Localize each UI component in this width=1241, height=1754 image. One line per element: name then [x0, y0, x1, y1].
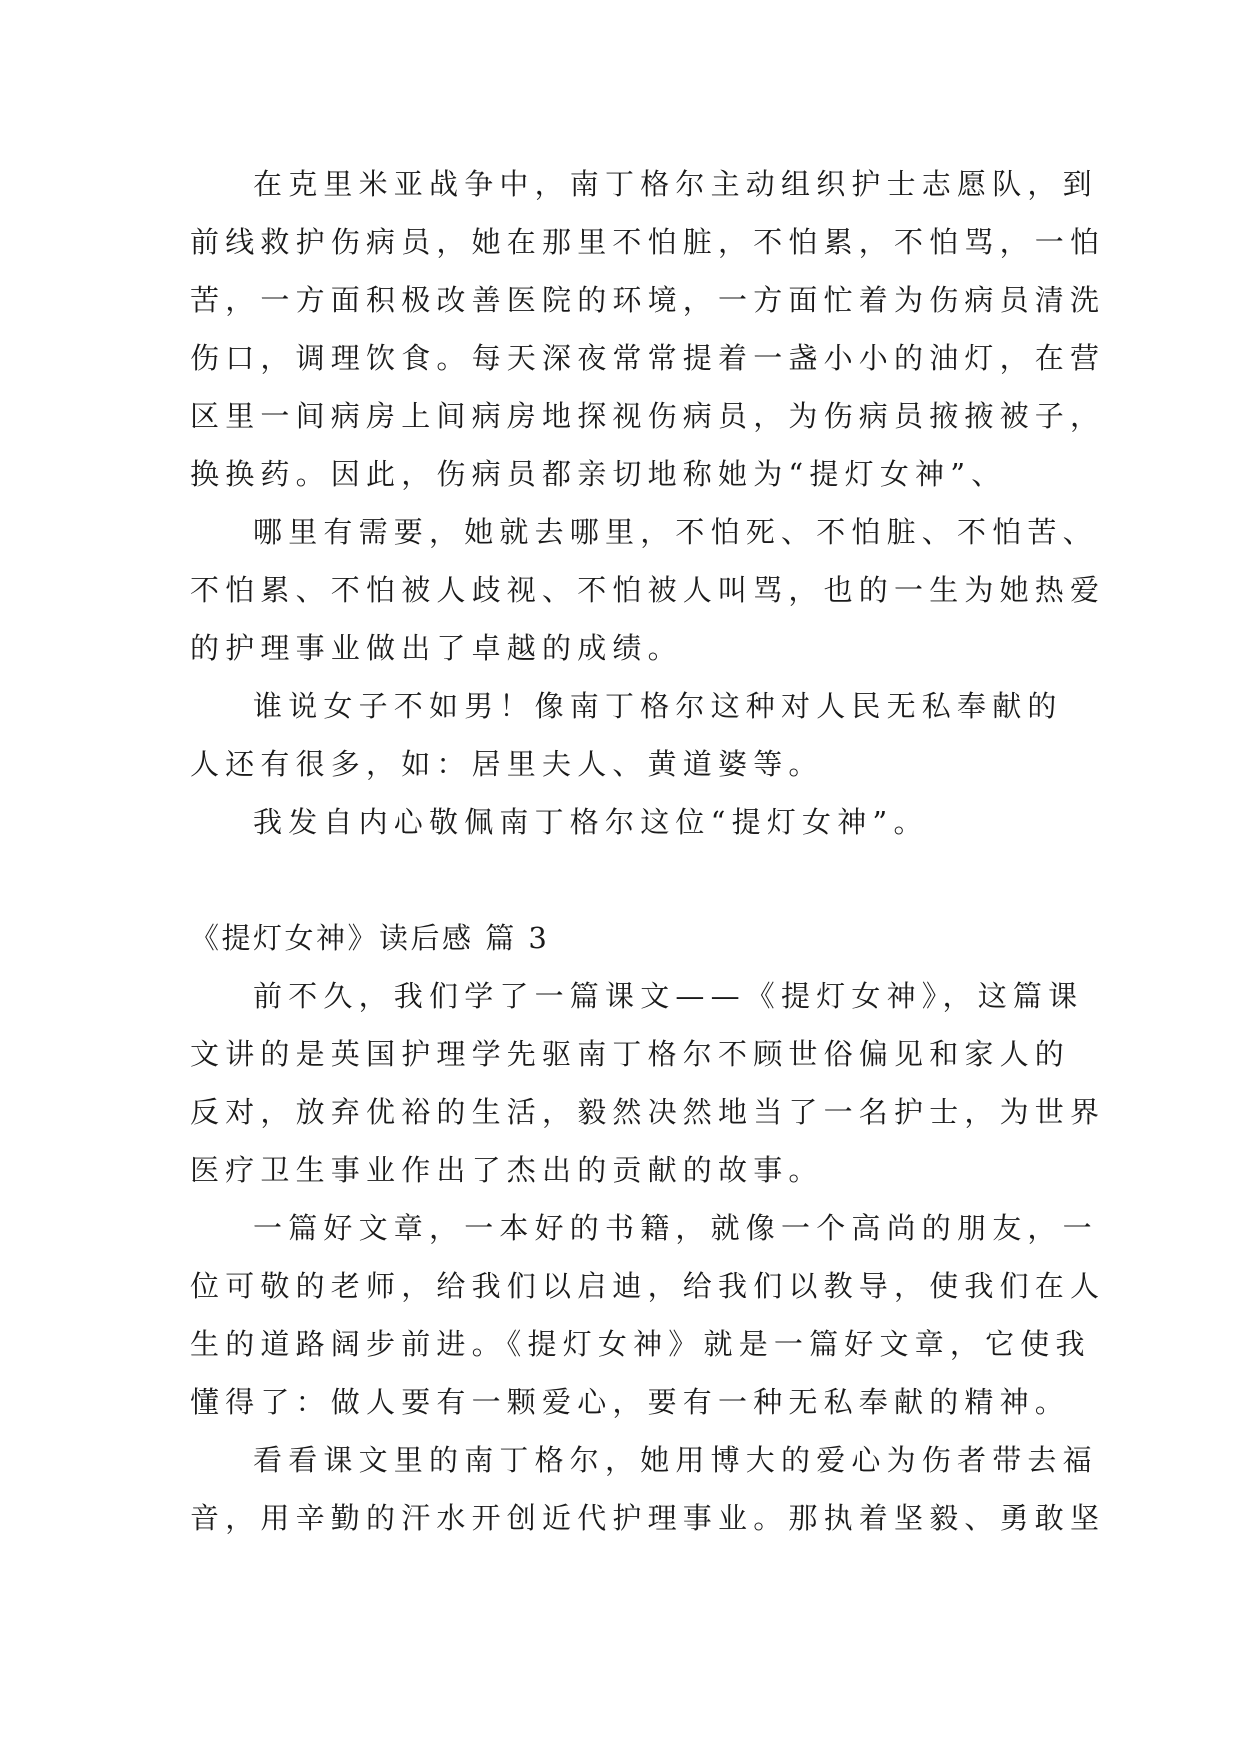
text-line: 音，用辛勤的汗水开创近代护理事业。那执着坚毅、勇敢坚 — [190, 1501, 1106, 1535]
text-line: 文讲的是英国护理学先驱南丁格尔不顾世俗偏见和家人的 — [190, 1037, 1071, 1071]
text-line: 反对，放弃优裕的生活，毅然决然地当了一名护士，为世界 — [190, 1095, 1106, 1129]
section-heading: 《提灯女神》读后感 篇 3 — [190, 921, 550, 955]
text-line: 位可敬的老师，给我们以启迪，给我们以教导，使我们在人 — [190, 1269, 1106, 1303]
text-line: 一篇好文章，一本好的书籍，就像一个高尚的朋友，一 — [253, 1211, 1098, 1245]
text-line: 谁说女子不如男！像南丁格尔这种对人民无私奉献的 — [253, 689, 1063, 723]
text-line: 不怕累、不怕被人歧视、不怕被人叫骂，也的一生为她热爱 — [190, 573, 1106, 607]
text-line: 懂得了：做人要有一颗爱心，要有一种无私奉献的精神。 — [190, 1385, 1071, 1419]
text-line: 苦，一方面积极改善医院的环境，一方面忙着为伤病员清洗 — [190, 283, 1106, 317]
text-line: 我发自内心敬佩南丁格尔这位“提灯女神”。 — [253, 805, 929, 839]
text-line: 伤口，调理饮食。每天深夜常常提着一盏小小的油灯，在营 — [190, 341, 1106, 375]
text-line: 区里一间病房上间病房地探视伤病员，为伤病员掖掖被子， — [190, 399, 1106, 433]
text-line: 哪里有需要，她就去哪里，不怕死、不怕脏、不怕苦、 — [253, 515, 1098, 549]
text-line: 前不久，我们学了一篇课文——《提灯女神》，这篇课 — [253, 979, 1084, 1013]
text-line: 看看课文里的南丁格尔，她用博大的爱心为伤者带去福 — [253, 1443, 1098, 1477]
text-line: 换换药。因此，伤病员都亲切地称她为“提灯女神”、 — [190, 457, 1007, 491]
text-line: 在克里米亚战争中，南丁格尔主动组织护士志愿队，到 — [253, 167, 1098, 201]
text-line: 生的道路阔步前进。《提灯女神》就是一篇好文章，它使我 — [190, 1327, 1091, 1361]
text-line: 人还有很多，如：居里夫人、黄道婆等。 — [190, 747, 824, 781]
text-line: 医疗卫生事业作出了杰出的贡献的故事。 — [190, 1153, 824, 1187]
text-line: 的护理事业做出了卓越的成绩。 — [190, 631, 683, 665]
text-line: 前线救护伤病员，她在那里不怕脏，不怕累，不怕骂，一怕 — [190, 225, 1106, 259]
